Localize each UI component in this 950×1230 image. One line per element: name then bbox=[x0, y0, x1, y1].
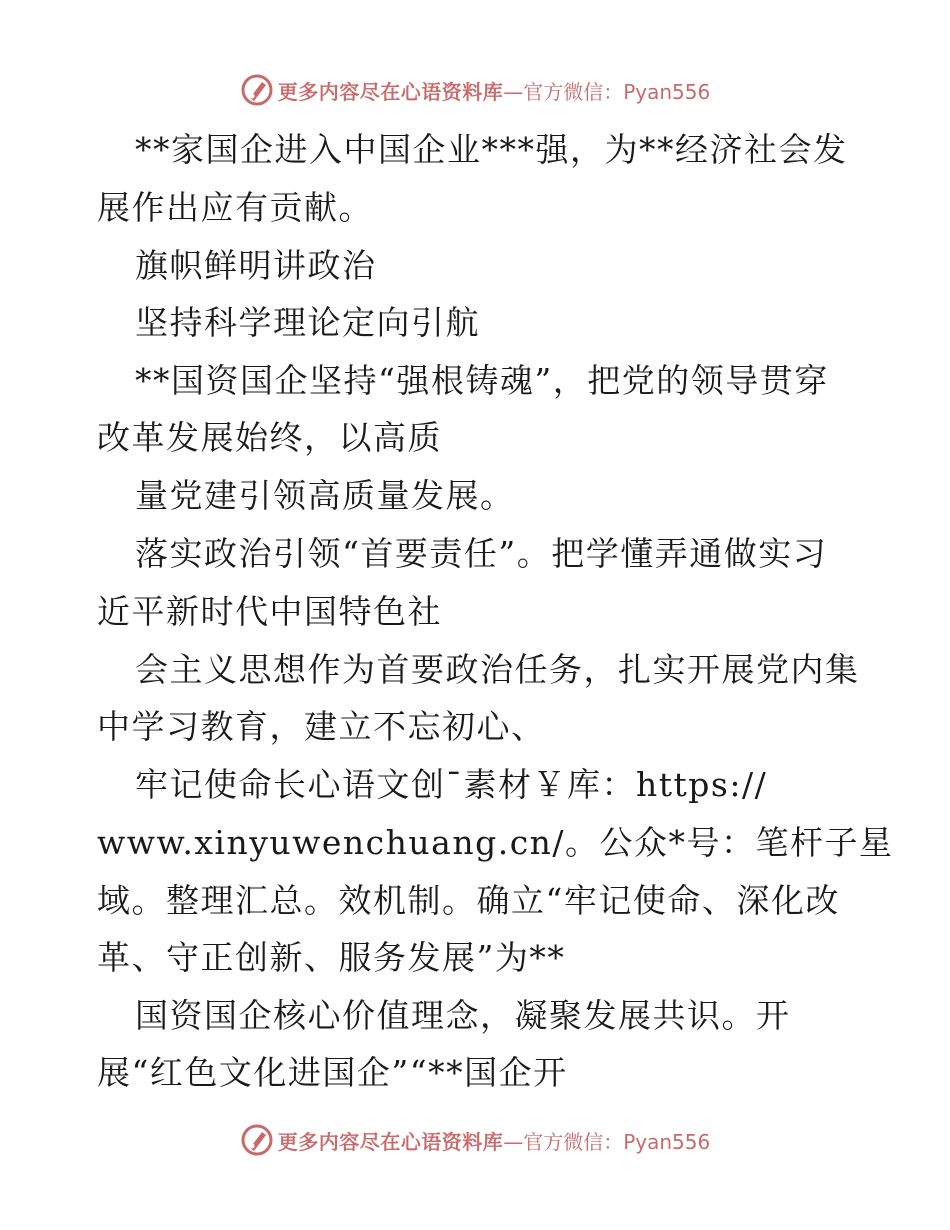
body-line-15: 革、守正创新、服务发展”为** bbox=[97, 938, 566, 977]
body-line-14: 域。整理汇总。效机制。确立“牢记使命、深化改 bbox=[97, 881, 840, 920]
pen-nib-logo-icon bbox=[240, 1123, 274, 1157]
body-line-17: 展“红色文化进国企”“**国企开 bbox=[97, 1053, 568, 1092]
footer-wechat: —官方微信：Pyan556 bbox=[503, 1129, 711, 1154]
body-line-11: 中学习教育，建立不忘初心、 bbox=[97, 707, 546, 746]
body-line-6: 改革发展始终，以高质 bbox=[97, 418, 442, 457]
footer-banner bbox=[0, 1120, 950, 1160]
body-line-3: 旗帜鲜明讲政治 bbox=[135, 246, 377, 285]
footer-text: 更多内容尽在心语资料库 bbox=[277, 1129, 504, 1154]
body-line-4: 坚持科学理论定向引航 bbox=[135, 303, 480, 342]
body-line-1: **家国企进入中国企业***强，为**经济社会发 bbox=[135, 130, 848, 169]
body-line-5: **国资国企坚持“强根铸魂”，把党的领导贯穿 bbox=[135, 361, 829, 400]
body-line-9: 近平新时代中国特色社 bbox=[97, 592, 442, 631]
header-text: 更多内容尽在心语资料库 bbox=[277, 79, 504, 104]
header-wechat: —官方微信：Pyan556 bbox=[503, 79, 711, 104]
pen-nib-logo-icon bbox=[240, 73, 274, 107]
body-line-10: 会主义思想作为首要政治任务，扎实开展党内集 bbox=[135, 650, 860, 689]
body-line-16: 国资国企核心价值理念，凝聚发展共识。开 bbox=[135, 996, 791, 1035]
body-line-13: www.xinyuwenchuang.cn/。公众*号：笔杆子星 bbox=[97, 823, 894, 862]
header-banner bbox=[0, 70, 950, 110]
body-line-8: 落实政治引领“首要责任”。把学懂弄通做实习 bbox=[135, 534, 828, 573]
body-line-12: 牢记使命长心语文创¯素材￥库：https:// bbox=[135, 765, 768, 804]
body-line-2: 展作出应有贡献。 bbox=[97, 188, 373, 227]
body-line-7: 量党建引领高质量发展。 bbox=[135, 476, 515, 515]
